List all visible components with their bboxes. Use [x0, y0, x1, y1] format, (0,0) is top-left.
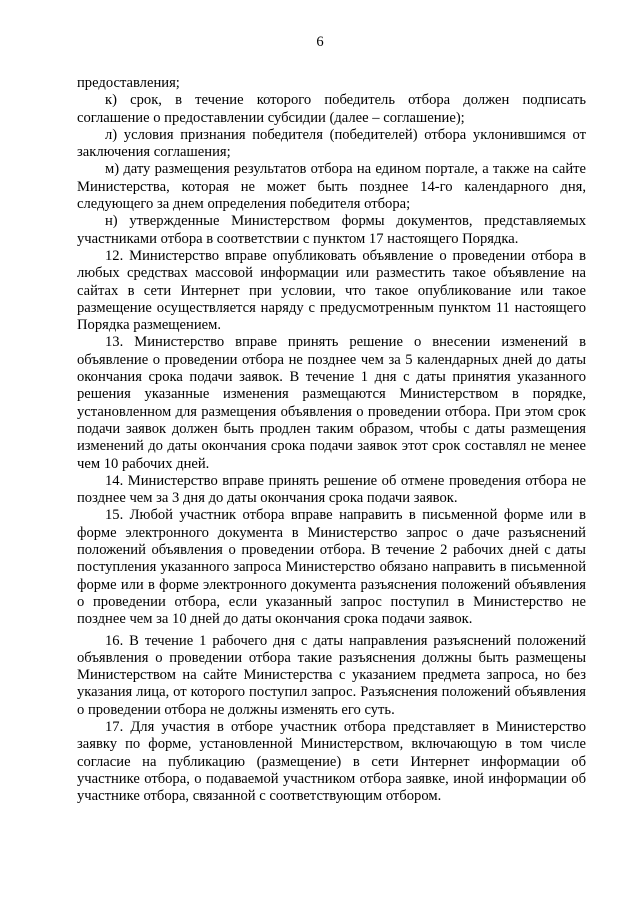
paragraph-12: 12. Министерство вправе опубликовать объявление о проведении отбора в любых средствах массовой информации или разместить такое объявление на сайтах в сети Интернет при условии, что такое опубликование или такое размещение осуществляется наряду с предусмотренным пунктом 11 настоящего Порядка размещением.	[77, 247, 586, 334]
paragraph-14: 14. Министерство вправе принять решение об отмене проведения отбора не позднее чем за 3 дня до даты окончания срока подачи заявок.	[77, 472, 586, 507]
paragraph-item-k: к) срок, в течение которого победитель отбора должен подписать соглашение о предоставлении субсидии (далее – соглашение);	[77, 92, 586, 126]
paragraph-continuation: предоставления;	[77, 75, 180, 91]
paragraph-15: 15. Любой участник отбора вправе направить в письменной форме или в форме электронного документа в Министерство запрос о даче разъяснений положений объявления о проведении отбора. В течение 2 рабочих дней с даты поступления указанного запроса Министерство обязано направить в письменной форме или в форме электронного документа разъяснения положений объявления о проведении отбора, если указанный запрос поступил в Министерство не позднее чем за 10 дней до даты окончания срока подачи заявок.	[77, 507, 586, 628]
paragraph-item-m: м) дату размещения результатов отбора на едином портале, а также на сайте Министерства, которая не может быть позднее 14-го календарного дня, следующего за днем определения победителя отбора;	[77, 161, 586, 213]
paragraph-item-n: н) утвержденные Министерством формы документов, представляемых участниками отбора в соответствии с пунктом 17 настоящего Порядка.	[77, 213, 586, 247]
paragraph-13: 13. Министерство вправе принять решение о внесении изменений в объявление о проведении отбора не позднее чем за 5 календарных дней до даты окончания срока подачи заявок. В течение 1 дня с даты принятия указанного решения указанные изменения размещаются Министерством в порядке, установленном для размещения объявления о проведении отбора. При этом срок подачи заявок должен быть продлен таким образом, чтобы с даты размещения изменений до даты окончания срока подачи заявок этот срок составлял не менее чем 10 рабочих дней.	[77, 334, 586, 472]
page-number: 6	[316, 34, 324, 50]
document-body	[77, 75, 586, 805]
paragraph-16: 16. В течение 1 рабочего дня с даты направления разъяснений положений объявления о проведении отбора такие разъяснения должны быть размещены Министерством на сайте Министерства с указанием предмета запроса, но без указания лица, от которого поступил запрос. Разъяснения положений объявления о проведении отбора не должны изменять его суть.	[77, 632, 586, 718]
paragraph-item-l: л) условия признания победителя (победителей) отбора уклонившимся от заключения соглашения;	[77, 126, 586, 161]
paragraph-17: 17. Для участия в отборе участник отбора представляет в Министерство заявку по форме, установленной Министерством, включающую в том числе согласие на публикацию (размещение) в сети Интернет информации об участнике отбора, о подаваемой участником отбора заявке, иной информации об участнике отбора, связанной с соответствующим отбором.	[77, 718, 586, 805]
